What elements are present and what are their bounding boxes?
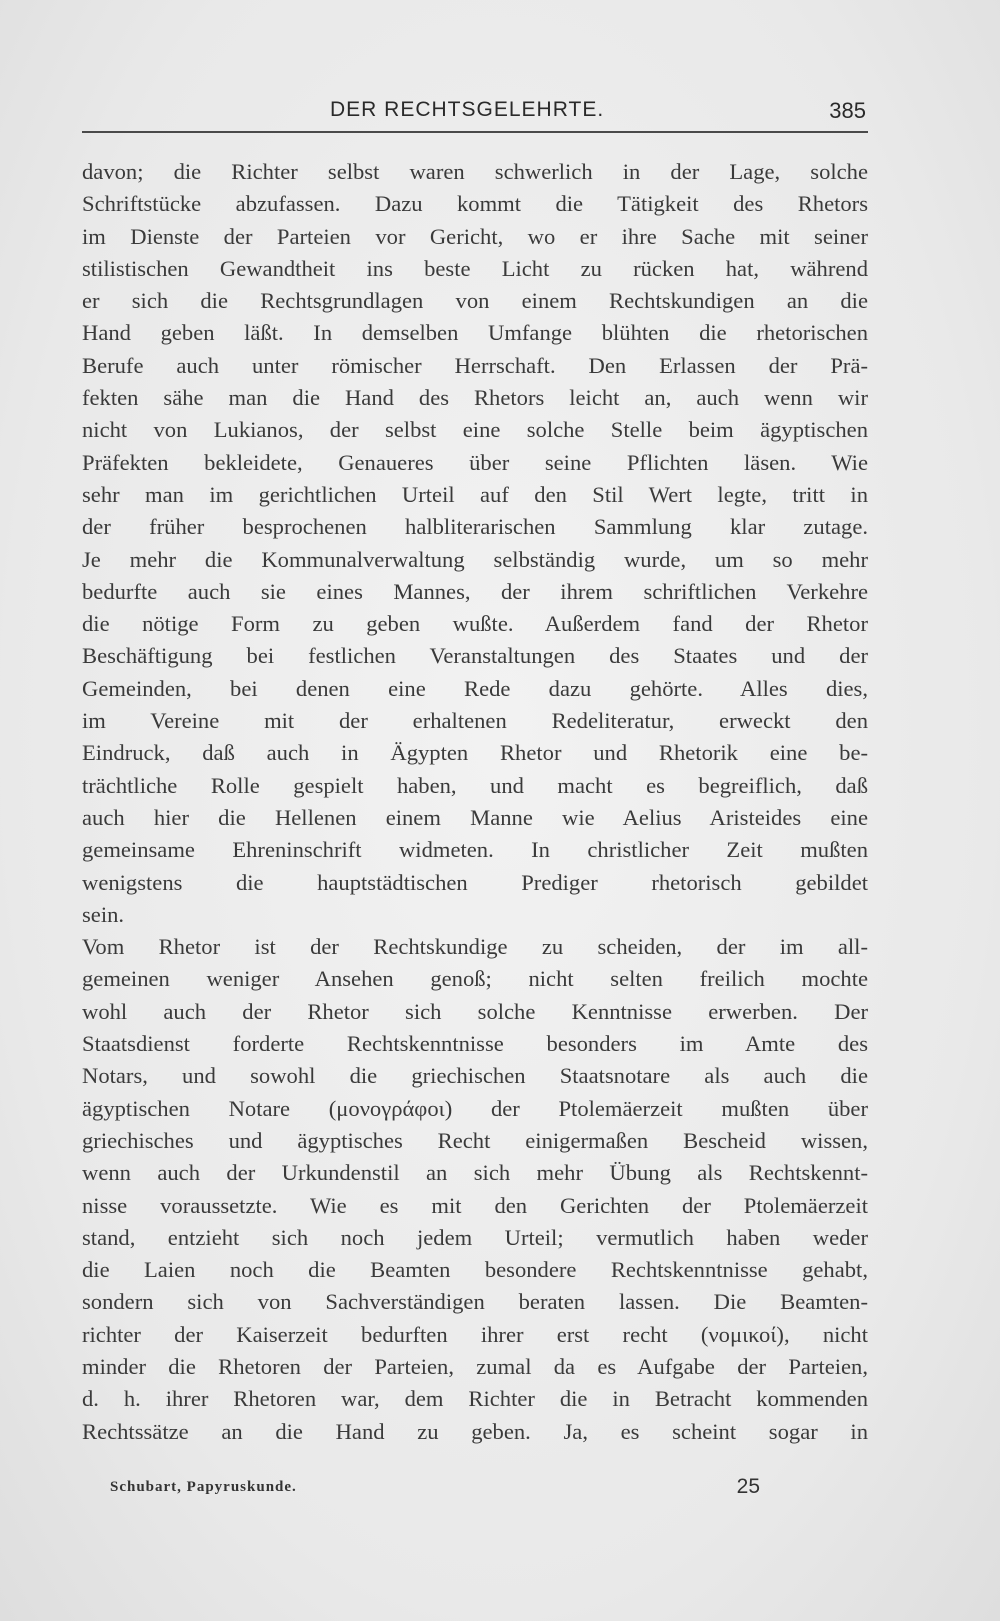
text-line: fekten sähe man die Hand des Rhetors leicht an, auch wenn wir	[82, 385, 868, 411]
signature-mark: Schubart, Papyruskunde.	[110, 1479, 297, 1495]
text-line: Staatsdienst forderte Rechtskenntnisse besonders im Amte des	[82, 1031, 868, 1057]
text-line: davon; die Richter selbst waren schwerlich in der Lage, solche	[82, 159, 868, 184]
header-rule	[82, 131, 868, 133]
text-line: minder die Rhetoren der Parteien, zumal da es Aufgabe der Parteien,	[82, 1353, 868, 1379]
text-line: die nötige Form zu geben wußte. Außerdem fand der Rhetor	[82, 611, 868, 637]
text-line: Vom Rhetor ist der Rechtskundige zu scheiden, der im all-	[82, 934, 868, 960]
text-line: nisse voraussetzte. Wie es mit den Gerichten der Ptolemäerzeit	[82, 1192, 868, 1218]
text-line: Hand geben läßt. In demselben Umfange blühten die rhetorischen	[82, 320, 868, 346]
text-line: sehr man im gerichtlichen Urteil auf den Stil Wert legte, tritt in	[82, 481, 868, 507]
text-line: Beschäftigung bei festlichen Veranstaltungen des Staates und der	[82, 643, 868, 669]
text-line: ägyptischen Notare (μονογράφοι) der Ptolemäerzeit mußten über	[82, 1095, 868, 1121]
running-head-title: DER RECHTSGELEHRTE.	[330, 98, 605, 121]
text-line: richter der Kaiserzeit bedurften ihrer erst recht (νομικοί), nicht	[82, 1321, 869, 1347]
text-line: stilistischen Gewandtheit ins beste Licht zu rücken hat, während	[82, 255, 868, 281]
text-line: gemeinen weniger Ansehen genoß; nicht selten freilich mochte	[82, 966, 868, 992]
text-line: Präfekten bekleidete, Genaueres über seine Pflichten läsen. Wie	[82, 449, 868, 475]
text-line: Berufe auch unter römischer Herrschaft. Den Erlassen der Prä-	[82, 352, 868, 378]
text-line: die Laien noch die Beamten besondere Rechtskenntnisse gehabt,	[82, 1257, 868, 1283]
text-line: der früher besprochenen halbliterarischen Sammlung klar zutage.	[82, 514, 868, 540]
text-line: im Dienste der Parteien vor Gericht, wo er ihre Sache mit seiner	[82, 223, 868, 249]
text-line: Schriftstücke abzufassen. Dazu kommt die Tätigkeit des Rhetors	[82, 191, 868, 217]
text-line: er sich die Rechtsgrundlagen von einem Rechtskundigen an die	[82, 288, 868, 314]
running-head	[82, 98, 868, 132]
text-line: nicht von Lukianos, der selbst eine solche Stelle beim ägyptischen	[82, 417, 868, 443]
text-line: auch hier die Hellenen einem Manne wie Aelius Aristeides eine	[82, 804, 868, 830]
text-line: d. h. ihrer Rhetoren war, dem Richter die in Betracht kommenden	[82, 1386, 868, 1412]
page-footer	[110, 1475, 760, 1505]
text-line: Je mehr die Kommunalverwaltung selbständig wurde, um so mehr	[82, 546, 868, 572]
text-line: wenn auch der Urkundenstil an sich mehr Übung als Rechtskennt-	[82, 1160, 868, 1186]
text-line: griechisches und ägyptisches Recht einigermaßen Bescheid wissen,	[82, 1127, 868, 1153]
body-text	[82, 156, 868, 1448]
text-line: Eindruck, daß auch in Ägypten Rhetor und Rhetorik eine be-	[82, 740, 868, 766]
text-line: gemeinsame Ehreninschrift widmeten. In christlicher Zeit mußten	[82, 837, 868, 863]
text-line: wenigstens die hauptstädtischen Prediger rhetorisch gebildet	[82, 869, 868, 895]
text-line: im Vereine mit der erhaltenen Redeliteratur, erweckt den	[82, 708, 868, 734]
text-line: wohl auch der Rhetor sich solche Kenntnisse erwerben. Der	[82, 998, 868, 1024]
sheet-number: 25	[736, 1475, 760, 1498]
page-number: 385	[829, 98, 866, 123]
text-line: trächtliche Rolle gespielt haben, und macht es begreiflich, daß	[82, 772, 868, 798]
text-line: Gemeinden, bei denen eine Rede dazu gehörte. Alles dies,	[82, 675, 868, 701]
text-line: stand, entzieht sich noch jedem Urteil; vermutlich haben weder	[82, 1224, 868, 1250]
text-line: Rechtssätze an die Hand zu geben. Ja, es scheint sogar in	[82, 1418, 868, 1444]
text-line: sondern sich von Sachverständigen beraten lassen. Die Beamten-	[82, 1289, 868, 1315]
text-line: bedurfte auch sie eines Mannes, der ihrem schriftlichen Verkehre	[82, 578, 868, 604]
text-line: Notars, und sowohl die griechischen Staatsnotare als auch die	[82, 1063, 868, 1089]
text-line: sein.	[82, 901, 125, 927]
